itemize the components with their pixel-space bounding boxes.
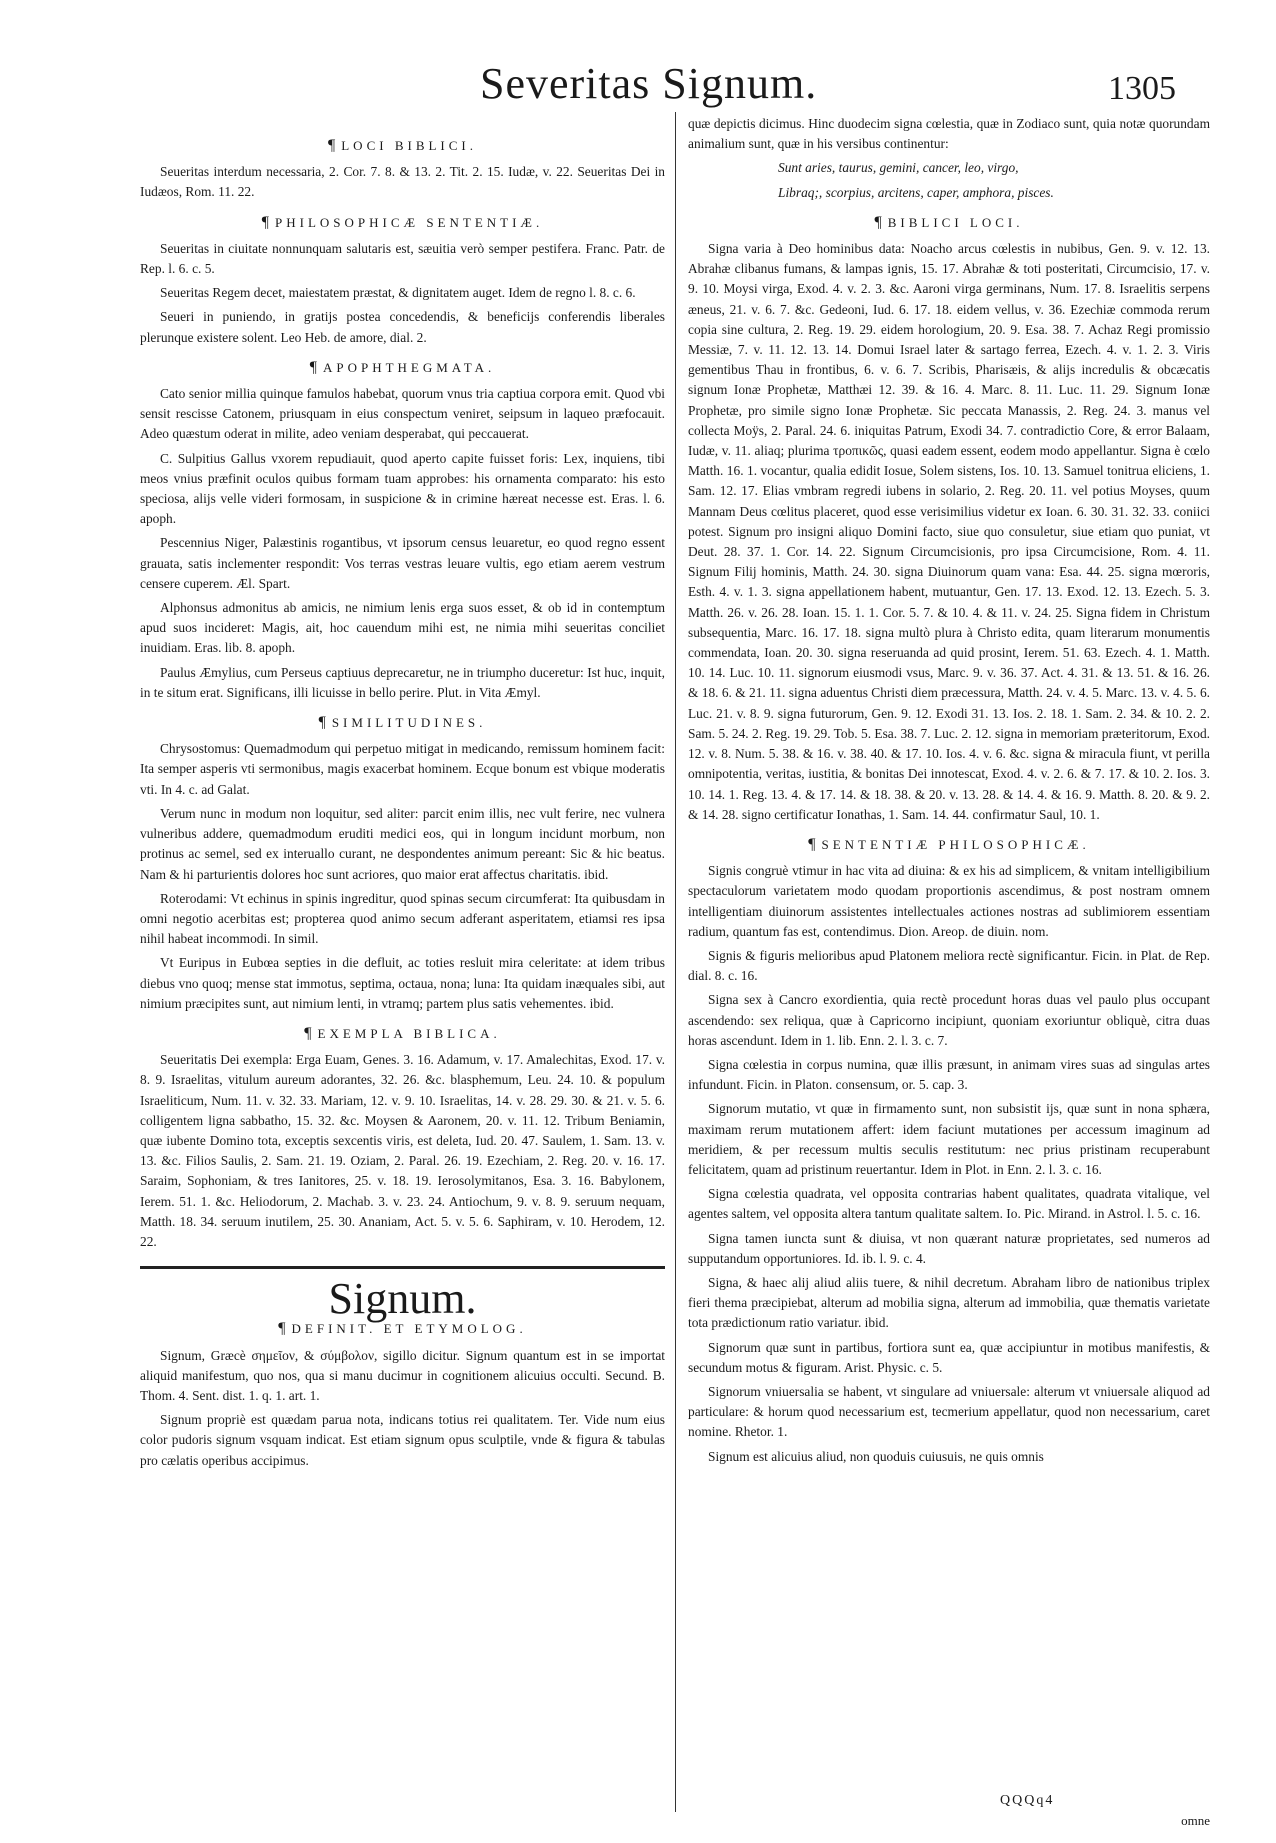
paragraph: Verum nunc in modum non loquitur, sed aliter: parcit enim illis, nec vult ferire, nec vulnera vulneribus addere, quemadmodum eruditi medici eos, qui in longum incidunt morbum, non protinus ac semel, sed ex interuallo curant, ne despondentes animum pereant: Sic & hic beatus. Nam & hi parturientis dolores hoc sunt acriores, quo maior erat affectus charitatis. ibid. bbox=[140, 805, 665, 882]
paragraph: Signa varia à Deo hominibus data: Noacho arcus cœlestis in nubibus, Gen. 9. v. 12. 13. Abrahæ clibanus fumans, & lampas ignis, 15. 17. Abrahæ & toti posteritati, Circumcisio, 17. v. 9. 10. Moysi virga, Exod. 4. v. 2. 3. &c. Aaroni virga germinans, Num. 17. 8. Israelitis serpens æneus, 21. v. 6. 7. &c. Gedeoni, Iud. 6. 17. 18. eidem vellus, v. 36. Ezechiæ commoda rerum copia sine cultura, 2. Reg. 19. 29. eidem horologium, 20. 9. Esa. 38. 7. Achaz Regi promissio Messiæ, 7. v. 11. 12. 13. 14. Domui Israel later & sartago ferrea, Ezech. 4. v. 1. 2. 3. Viris gementibus Thau in frontibus, 6. v. 6. 7. Scribis, Pharisæis, & alijs incredulis & obcæcatis signum Ionæ Prophetæ, Matthæi 12. 39. & 16. 4. Marc. 8. 11. Luc. 11. 29. Signum Ionæ Prophetæ, pro simile signo Ionæ Prophetæ. Sic peccata Manassis, 2. Reg. 24. 3. manus vel collecta Moÿs, 2. Paral. 24. 6. iniquitas Patrum, Exodi 34. 7. contradictio Core, & error Balaam, Iudæ, v. 11. aliaq; plurima τροπικῶς, quasi eadem essent, eodem modo appellantur. Signa è cœlo Matth. 16. 1. vocantur, qualia edidit Iosue, Solem sistens, Ios. 10. 13. Samuel tonitrua eliciens, 1. Sam. 12. 17. Elias vmbram regredi iubens in solario, 2. Reg. 20. 11. vel potius Moyses, quum Mannam Deus cœlitus placeret, quod esse verisimilius videtur ex Ioan. 6. 30. 31. 32. 33. coniici potest. Signum pro insigni aliquo Domini facto, siue quo consuletur, siue etiam quo puniat, vt Deut. 28. 37. 1. Cor. 14. 22. Signum Circumcisionis, pro ipsa Circumcisione, Rom. 4. 11. Signum Filij hominis, Matth. 24. 30. signa Diuinorum quam vana: Esa. 44. 25. signa mœroris, Esth. 4. v. 1. 3. signa appellationem habent, mutuantur, Gen. 17. 13. Exod. 12. 13. Ezech. 5. 3. Matth. 26. v. 26. 28. Ioan. 15. 1. 1. Cor. 5. 7. & 10. 4. & 11. v. 24. 25. Signa fidem in Christum subsequentia, Marc. 16. 17. 18. signa multò plura à Christo edita, quam literarum monumentis commendata, Ioan. 20. 30. signa reseruanda ad quid prosint, Ierem. 51. 63. Ezech. 4. 1. Matth. 10. 14. Luc. 10. 11. signorum eiusmodi vsus, Marc. 9. v. 36. 37. Act. 4. 31. & 13. 51. & 16. 26. & 18. 6. & 21. 11. signa aduentus Christi diem præcessura, Matth. 24. v. 4. 5. Marc. 13. v. 4. 5. 6. Luc. 21. v. 8. 9. signa futurorum, Gen. 9. 12. Exodi 31. 13. Ios. 2. 18. 1. Sam. 2. 34. & 10. 2. 2. Sam. 5. 24. 2. Reg. 19. 29. Tob. 5. Esa. 38. 7. Luc. 2. 12. signa in memoriam præteritorum, Exod. 12. v. 8. Num. 5. 38. & 16. v. 38. 40. & 17. 10. Ios. 4. v. 6. &c. signa & miracula fiunt, vt perilla omnipotentia, veritas, iustitia, & bonitas Dei innotescat, Exod. 4. v. 2. 6. & 7. 17. & 10. 2. Ios. 3. 10. 14. 1. Reg. 13. 4. & 17. 14. & 18. 38. & 20. v. 13. 28. & 14. 4. & 16. 9. Matth. 8. 20. & 9. 2. & 14. 28. signo certificatur Ionathas, 1. Sam. 14. 44. confirmatur Saul, 10. 1. bbox=[688, 241, 1210, 822]
section-heading: ¶ LOCI BIBLICI. bbox=[327, 137, 478, 154]
paragraph: Signorum mutatio, vt quæ in firmamento sunt, non subsistit ijs, quæ sunt in nona sphæra, maximam rerum mutationem affert: idem faciunt mutationes per accessum imaginum ad meridiem, & per recessum multis seculis restitutum: nec prius pristinam recuperabunt felicitatem, quam ad pristinum reuertantur. Idem in Plot. in Enn. 2. l. 3. c. 16. bbox=[688, 1101, 1210, 1177]
paragraph: Signa cœlestia in corpus numina, quæ illis præsunt, in animam vires suas ad singulas artes infundunt. Ficin. in Platon. consensum, or. 5. cap. 3. bbox=[688, 1056, 1210, 1093]
paragraph: Alphonsus admonitus ab amicis, ne nimium lenis erga suos esset, & ob id in contemptum apud suos incideret: Magis, ait, hoc cauendum mihi est, ne nimia mihi seueritas conciliet inuidiam. Eras. lib. 8. apoph. bbox=[140, 600, 665, 656]
paragraph: Signum est alicuius aliud, non quoduis cuiusuis, ne quis omnis bbox=[708, 1448, 1044, 1464]
pilcrow-icon: ¶ bbox=[874, 213, 882, 231]
paragraph: Pescennius Niger, Palæstinis rogantibus, vt ipsorum census leuaretur, eo quod regno essent grauata, satis inclementer respondit: Vos terras vestras leuare vultis, ego etiam aerem vestrum censere cuperem. Æl. Spart. bbox=[140, 535, 665, 591]
paragraph: Signa cœlestia quadrata, vel opposita contrarias habent qualitates, quadrata vitalique, vel agentes saltem, vel opposita altera tantum qualitate saltem. Io. Pic. Mirand. in Astrol. l. 5. c. 16. bbox=[688, 1186, 1210, 1222]
paragraph: Seueritas interdum necessaria, 2. Cor. 7. 8. & 13. 2. Tit. 2. 15. Iudæ, v. 22. Seueritas Dei in Iudæos, Rom. 11. 22. bbox=[140, 164, 665, 200]
paragraph: Signa sex à Cancro exordientia, quia rectè procedunt horas duas vel paulo plus occupant ascendendo: sex reliqua, quæ à Capricorno incipiunt, quoniam exoriuntur obliquè, citra duas horas ascendunt. Idem in 1. lib. Enn. 2. l. 3. c. 7. bbox=[688, 992, 1210, 1048]
paragraph: Seueritas in ciuitate nonnunquam salutaris est, sæuitia verò semper pestifera. Franc. Patr. de Rep. l. 6. c. 5. bbox=[140, 240, 665, 277]
column-divider bbox=[675, 112, 676, 1812]
catchword: omne bbox=[1181, 1813, 1210, 1828]
entry-title: Signum. bbox=[328, 1274, 477, 1324]
section-heading: ¶ SIMILITUDINES. bbox=[318, 714, 487, 732]
paragraph: Vt Euripus in Eubœa septies in die defluit, ac toties resluit mira celeritate: at idem tribus diebus vno quoq; mense stat immotus, septima, octaua, nona; luna: Ita quidam inæquales sibi, aut nimium præcipites sunt, aut nimium lenti, in vtramq; partem plus satis vehementes. ibid. bbox=[140, 955, 665, 1011]
section-rule bbox=[140, 1266, 665, 1269]
pilcrow-icon: ¶ bbox=[327, 137, 336, 154]
pilcrow-icon: ¶ bbox=[278, 1320, 286, 1338]
paragraph: Signis & figuris melioribus apud Platonem meliora rectè significantur. Ficin. in Plat. de Rep. dial. 8. c. 16. bbox=[688, 947, 1210, 984]
pilcrow-icon: ¶ bbox=[318, 714, 326, 732]
right-column bbox=[688, 114, 1210, 1814]
page-number: 1305 bbox=[1108, 70, 1176, 107]
pilcrow-icon: ¶ bbox=[304, 1024, 312, 1042]
pilcrow-icon: ¶ bbox=[808, 835, 816, 853]
section-heading: ¶ DEFINIT. ET ETYMOLOG. bbox=[278, 1320, 527, 1338]
pilcrow-icon: ¶ bbox=[309, 358, 317, 376]
paragraph: Seueritatis Dei exempla: Erga Euam, Genes. 3. 16. Adamum, v. 17. Amalechitas, Exod. 17. v. 8. 9. Israelitas, vitulum aureum adorantes, 32. 26. &c. blasphemum, Leu. 24. 10. & populum Israeliticum, Num. 11. v. 32. 33. Mariam, 12. v. 9. 10. Israelitas, 14. v. 28. 29. 30. & 21. v. 5. 6. colligentem ligna sabbatho, 15. 32. &c. Moysen & Aaronem, 20. v. 11. 12. Tribum Beniamin, quæ iubente Domino tota, exceptis sexcentis viris, est deleta, Iud. 20. 47. Saulem, 1. Sam. 13. v. 13. &c. Filios Saulis, 2. Sam. 21. 19. Oziam, 2. Paral. 26. 19. Ezechiam, 2. Reg. 20. v. 16. 17. Saraim, Sophoniam, & tres Ianitores, 25. v. 18. 19. Ierosolymitanos, Esa. 3. 16. Babylonem, Ierem. 51. 1. &c. Heliodorum, 2. Machab. 3. v. 23. 24. Antiochum, 9. v. 8. 9. seruum nequam, Matth. 18. 34. seruum inutilem, 25. 30. Ananiam, Act. 5. v. 5. 6. Saphiram, v. 10. Herodem, 12. 22. bbox=[140, 1052, 665, 1249]
signature-mark: QQQq4 bbox=[1000, 1793, 1055, 1808]
paragraph: Signa tamen iuncta sunt & diuisa, vt non quærant naturæ proprietates, sed numeros ad supputandum opportuniores. Id. ib. l. 9. c. 4. bbox=[688, 1230, 1210, 1266]
paragraph: Seueri in puniendo, in gratijs postea concedendis, & beneficijs conferendis liberales plerunque existere solent. Leo Heb. de amore, dial. 2. bbox=[140, 309, 665, 345]
left-column bbox=[140, 126, 665, 1816]
section-heading: ¶ PHILOSOPHICÆ SENTENTIÆ. bbox=[261, 213, 544, 231]
section-heading: ¶ EXEMPLA BIBLICA. bbox=[304, 1024, 501, 1042]
running-title: Severitas Signum. bbox=[480, 59, 818, 108]
paragraph: Signorum quæ sunt in partibus, fortiora sunt ea, quæ accipiuntur in motibus manifestis, & secundum motus & figuram. Arist. Physic. c. 5. bbox=[688, 1339, 1210, 1375]
paragraph: C. Sulpitius Gallus vxorem repudiauit, quod aperto capite fuisset foris: Lex, inquiens, tibi meos vnius præfinit oculos quibus formam tuam approbes: his ornamenta comparato: his esto speciosa, alijs velle videri formosam, in suspicione & in crimine hæreat necesse est. Eras. l. 6. apoph. bbox=[140, 450, 665, 527]
paragraph: Roterodami: Vt echinus in spinis ingreditur, quod spinas secum circumferat: Ita quibusdam in omni negotio acerbitas est; propterea quod animo secum adferant asperitatem, etiamsi res ipsa nihil habeat incommodi. In simil. bbox=[140, 890, 665, 947]
paragraph: Seueritas Regem decet, maiestatem præstat, & dignitatem auget. Idem de regno l. 8. c. 6. bbox=[160, 285, 636, 301]
paragraph: Signa, & haec alij aliud aliis tuere, & nihil decretum. Abraham libro de nationibus triplex fieri thema præcipiebat, alterum ad mobilia signa, alterum ad immobilia, quæ thematis varietate tota prædictionum ratio variatur. ibid. bbox=[688, 1274, 1210, 1331]
paragraph: Chrysostomus: Quemadmodum qui perpetuo mitigat in medicando, remissum hominem facit: Ita semper asperis vti sermonibus, magis exacerbat hominem. Ecque bonum est vbique moderatis vti. In 4. c. ad Galat. bbox=[140, 741, 665, 797]
paragraph: Cato senior millia quinque famulos habebat, quorum vnus tria captiua corpora emit. Quod vbi sensit rescisse Catonem, priusquam in eius conspectum veniret, seipsum in laqueo præfocauit. Adeo quæstum oderat in milite, adeo veniam desperabat, qui peccauerat. bbox=[140, 386, 665, 442]
paragraph: Signum, Græcè σημεῖον, & σύμβολον, sigillo dicitur. Signum quantum est in se importat aliquid manifestum, quo nos, qua si manu ducimur in cognitionem alicuius occulti. Secund. B. Thom. 4. Sent. dist. 1. q. 1. art. 1. bbox=[140, 1347, 665, 1403]
section-heading: ¶ BIBLICI LOCI. bbox=[874, 213, 1024, 231]
paragraph: Paulus Æmylius, cum Perseus captiuus deprecaretur, ne in triumpho duceretur: Ist huc, inquit, in te situm erat. Significans, illi licuisse in bello perire. Plut. in Vita Æmyl. bbox=[140, 664, 665, 700]
verse-line: Sunt aries, taurus, gemini, cancer, leo, virgo, bbox=[778, 160, 1019, 176]
paragraph: Signum propriè est quædam parua nota, indicans totius rei qualitatem. Ter. Vide num eius color pudoris signum vsquam indicat. Est etiam signum opus sculptile, vnde & figura & tabulas pro cælatis operibus accipimus. bbox=[140, 1412, 665, 1468]
pilcrow-icon: ¶ bbox=[261, 213, 269, 231]
verse-line: Libraq;, scorpius, arcitens, caper, amphora, pisces. bbox=[778, 184, 1054, 200]
paragraph: Signorum vniuersalia se habent, vt singulare ad vniuersale: alterum vt vniuersale aliquod ad particulare: & horum quod necessarium est, tecmerium appellatur, quod non necessarium, caret nomine. Rhetor. 1. bbox=[688, 1383, 1210, 1440]
section-heading: ¶ APOPHTHEGMATA. bbox=[309, 358, 496, 376]
paragraph: quæ depictis dicimus. Hinc duodecim signa cœlestia, quæ in Zodiaco sunt, quia notæ quorundam animalium sunt, quæ in his versibus continentur: bbox=[688, 116, 1210, 152]
paragraph: Signis congruè vtimur in hac vita ad diuina: & ex his ad simplicem, & vnitam intelligibilium spectaculorum varietatem modo quodam proportionis ascendimus, & post nostram omnem intelligentiam diuinorum assistentes intellectuales actiones nostras ad sublimiorem essentiam radium, quantum fas est, contendimus. Dion. Areop. de diuin. nom. bbox=[688, 863, 1210, 939]
section-heading: ¶ SENTENTIÆ PHILOSOPHICÆ. bbox=[808, 835, 1090, 853]
